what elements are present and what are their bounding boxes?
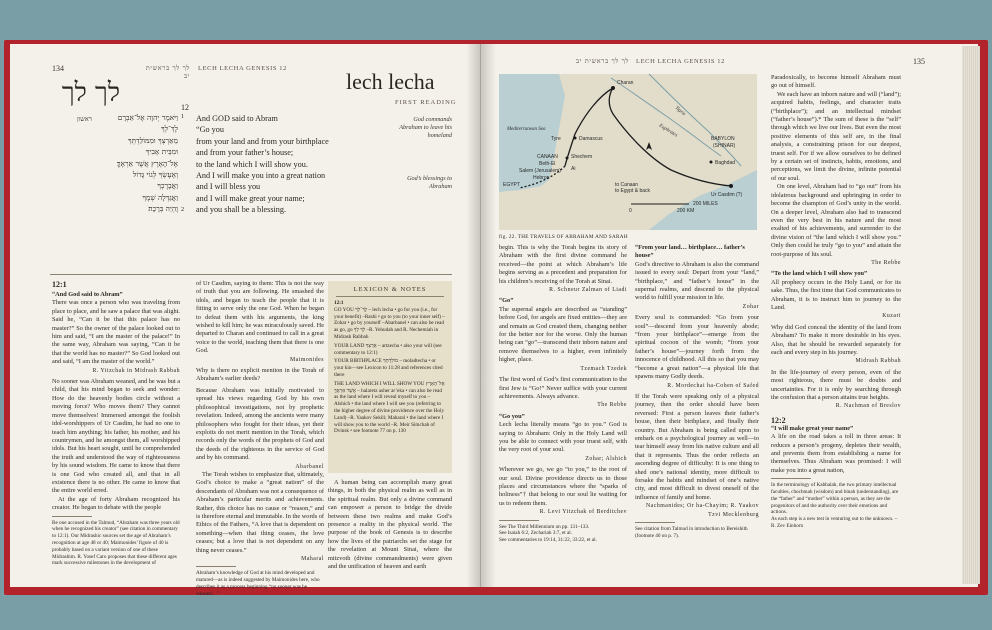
commentary-source: R. Nachman of Breslov: [835, 403, 901, 410]
map-scale-miles: 200 MILES: [693, 201, 718, 207]
hebrew-line: וַיֹּאמֶר יְהוָה אֶל־אַבְרָם: [117, 113, 178, 122]
commentary-ref: 12:1: [52, 280, 67, 289]
commentary-text: of Ur Casdim, saying to them: This is not the way of truth that you are following. He smashed the idols, and began to teach the people that it is fitting to serve only the one God. When he began to defeat them with his arguments, the king wished to kill him; he was miraculously saved. He departed to Charan and continued to call in a great voice to the world, teaching them that there is one God.: [196, 280, 324, 355]
center-text: A human being can accomplish many great things, in both the physical realm as well as in the spiritual realm. But only a divine command can empower a person to bridge the divide between these two realms and make God’s presence a reality in the physical world. The purpose of the book of Genesis is to describe how the lives of the patriarchs set the stage for the revelation at Mount Sinai, where the mitzvoth (divine commandments) were given and the unification of heaven and earth: [328, 479, 452, 571]
commentary-text: begin. This is why the Torah begins its story of Abraham with the first divine command he received—the point at which Abraham’s life begins serving as a precedent and preparation for his children’s receiving of the Torah at Sinai.: [499, 244, 627, 285]
map-label-shinar: (SHINAR): [713, 143, 736, 149]
verse-english: [196, 113, 376, 216]
commentary-text: The first word of God’s first communication to the first Jew is “Go!” Never suffice with your current achievements. Always advance.: [499, 376, 627, 400]
map-label-tyre: Tyre: [551, 136, 561, 142]
sidenote-homeland: God commands Abraham to leave his homeland: [399, 116, 452, 139]
lexicon-entry: YOUR BIRTHPLACE מוֹלַדְתְּךָ – moladtecha • or your kin—see Lexicon to 11:28 and references cited there: [334, 358, 443, 378]
commentary-heading: “To the land which I will show you”: [771, 270, 868, 278]
footnote: See citation from Talmud in introduction to Bereishith (footnote 40 on p. 7).: [635, 526, 748, 539]
commentary-heading: “I will make great your name”: [771, 424, 854, 432]
hebrew-line: וֶהְיֵה בְּרָכָה׃: [148, 204, 178, 214]
parasha-title-hebrew: לך לך: [61, 78, 120, 108]
commentary-source: Midrash Rabbah: [855, 358, 901, 365]
travel-map: [499, 74, 757, 230]
map-graphic: [499, 74, 757, 230]
footnote-rule: [635, 522, 675, 523]
map-label-ai: Ai: [571, 166, 576, 172]
commentary-text: We each have an inborn nature and will (“land”); acquired habits, feelings, and character traits (“birthplace”); and an intellectual mindset (“father’s house”).* The sum of these is the “self” through which we live our lives. But even the most positive elements of this self are, in the final analysis, a constraining prison for our deepest, truest self. For if we allow ourselves to be defined by a certain set of instincts, habits, emotions, and perceptions, we limit the divine, infinite potential of our soul.: [771, 90, 901, 182]
lexicon-ref: 12:1: [334, 300, 344, 306]
footnote: Be one accused in the Talmud, “Abraham was three years old when he recognized his creator” (see citation in commentary to 12:1). Our Midrashic sources set the age of Abraham’s recognition at age 48 or 40; Maimonides’ figure of 40 is probably based on a variant version of one of these Midrashim. R. Yosef Caro proposes that these different ages mark successive milestones in the development of: [52, 519, 180, 567]
commentary-column-1: [52, 280, 180, 580]
map-label-salem: Salem (Jerusalem): [519, 168, 561, 174]
footnote-rule: [196, 566, 236, 567]
center-column: [328, 479, 452, 579]
commentary-text: The supernal angels are described as “standing” before God, for angels are fixed entities—they are and remain as God created them, changing neither for the better nor for the worse. Only the human being can “go”—transcend their inborn nature and remove themselves to a higher, even infinitely higher, place.: [499, 305, 627, 364]
hebrew-line: לֶךְ־לְךָ: [160, 124, 178, 134]
running-head-hebrew-left: לך לך בראשית יב: [145, 64, 190, 80]
book-gutter: [466, 44, 496, 587]
commentary-source: Maimonides: [290, 356, 324, 363]
shechem-dot: [566, 157, 569, 160]
map-label-canaan: CANAAN: [537, 154, 558, 160]
commentary-text: The Torah wishes to emphasize that, ultimately, God’s choice to make a “great nation” of the descendants of Abraham was not a consequence of Abraham’s particular merits and achievements. Rather, this choice has no cause or “reason,” and is therefore eternal and immutable. In the words of Ethics of the Fathers, “A love that is dependent on something—when that thing ceases, the love ceases; but a love that is not dependent on any thing never ceases.”: [196, 470, 324, 554]
page-edges: [962, 46, 980, 584]
commentary-source: R. Yitzchak in Midrash Rabbah: [92, 367, 180, 374]
commentary-text: A life on the road takes a toll in three areas: It reduces a person’s progeny, depletes their wealth, and prevents them from establishing a name for themselves. Thus Abraham was promised: I will make you into a great nation,: [771, 433, 901, 474]
commentary-source: Zohar; Alshich: [585, 455, 627, 462]
commentary-text: If the Torah were speaking only of a physical journey, then the order should have been reversed: First a person leaves their father’s house, then their birthplace, and finally their country. But Abraham is being called upon to embark on a psychological journey as well—to tear himself away from his native culture and all that it represents. Thus the order reflects an ascending degree of difficulty: It is one thing to shed one’s national identity, more difficult to forsake the habits and mindset of one’s native city, and most difficult to divest oneself of the influence of family and home.: [635, 392, 759, 501]
divider-rule: [50, 274, 452, 275]
commentary-heading: “And God said to Abram”: [52, 291, 123, 298]
baghdad-dot: [710, 161, 713, 164]
commentary-source: Nachmanides; Or ha-Chayim; R. Yaakov Tzvi Mecklenburg: [646, 503, 759, 518]
rishon-hebrew: ראשון: [76, 115, 92, 123]
commentary-text: Wherever we go, we go “to you,” to the root of our soul. Divine providence directs us to those places and circumstances where the “sparks of holiness”† that belong to our soul lie waiting for us to redeem them.: [499, 466, 627, 507]
commentary-text: All prophecy occurs in the Holy Land, or for its sake. Thus, the first time that God communicates to Abraham, it is to instruct him to journey to the Land.: [771, 278, 901, 311]
lexicon-rule: [336, 296, 444, 297]
commentary-source: The Rebbe: [597, 402, 627, 409]
map-scale-zero: 0: [629, 208, 632, 214]
verse-line: “Go you: [196, 125, 224, 135]
verse-line: from your land and from your birthplace: [196, 136, 329, 146]
commentary-source: Zohar: [742, 303, 759, 310]
commentary-column-2: [196, 280, 324, 597]
hebrew-line: מֵאַרְצְךָ וּמִמּוֹלַדְתְּךָ: [128, 135, 178, 145]
commentary-text: Every soul is commanded: “Go from your soul”—descend from your heavenly abode; “from your birthplace”—emerge from the spiritual cocoon of the womb; “from your father’s house”—journey forth from the innocence of childhood. All this so that you may “become a great nation”—a physical life that spawns many Godly deeds.: [635, 314, 759, 381]
verse-number-2: 2: [181, 206, 185, 213]
right-page: [481, 44, 978, 587]
footnote: See The Third Millennium on pp. 131–133.: [499, 523, 590, 530]
map-label-to-canaan: to Canaan: [615, 182, 639, 188]
commentary-text: God’s directive to Abraham is also the command issued to every soul: Depart from your “land,” “birthplace,” and “father’s house” in the supernal realms, and descend to the physical world to fulfill your mission in life.: [635, 260, 759, 302]
commentary-heading: “From your land… birthplace… father’s house”: [635, 244, 745, 260]
map-label-baghdad: Baghdad: [715, 160, 736, 166]
damascus-dot: [574, 137, 577, 140]
commentary-text: Why is there no explicit mention in the Torah of Abraham’s earlier deeds?: [196, 367, 324, 383]
section-label: FIRST READING: [395, 99, 457, 106]
footnote: As each step is a new test in venturing out to the unknown. –R. Zev Einhorn: [771, 516, 898, 530]
page-number-right: 135: [913, 57, 925, 66]
commentary-source: R. Mordechai ha-Cohen of Safed: [667, 382, 759, 389]
commentary-source: Tzemach Tzedek: [580, 365, 627, 372]
footnote: In the terminology of Kabbalah, the two primary intellectual faculties, chochmah (wisdom) and binah (understanding), are the “father” and “mother” within a person, as they are the progenitors of and the authority over their emotions and actions.: [771, 482, 899, 516]
map-label-ur: Ur Casdim (?): [711, 192, 743, 198]
map-caption: fig. 22. THE TRAVELS OF ABRAHAM AND SARAH: [499, 234, 628, 240]
map-label-to-egypt: to Egypt & back: [615, 188, 651, 194]
map-label-sea: Mediterranean Sea: [507, 127, 546, 132]
commentary-text: Why did God conceal the identity of the land from Abraham? To make it more desirable in his eyes. Also, that he should be rewarded separately for each and every step in his journey.: [771, 323, 901, 356]
map-label-babylon: BABYLON: [711, 136, 735, 142]
commentary-text: In the life-journey of every person, even of the most righteous, there must be doubts and uncertainties. For it is only by searching through the confusion that a person attains true heights.: [771, 368, 901, 402]
commentary-text: Paradoxically, to become himself Abraham must go out of himself.: [771, 74, 901, 90]
right-column-2: [635, 244, 759, 579]
commentary-text: Lech lecha literally means “go to you.” God is saying to Abraham: Only in the Holy Land will you be able to connect with your truest self, with the very root of your soul.: [499, 421, 627, 454]
ur-dot: [729, 184, 733, 188]
commentary-source: R. Levi Yitzchak of Berditchev: [539, 509, 627, 516]
hebrew-line: וּמִבֵּית אָבִיךָ: [145, 147, 178, 157]
map-label-hebron: Hebron: [533, 175, 550, 181]
map-label-tigris: Tigris: [673, 105, 686, 118]
lexicon-box: [328, 281, 452, 473]
lexicon-entry: THE LAND WHICH I WILL SHOW YOU אֶל־הָאָרֶץ אֲשֶׁר אַרְאֶךָּ – halaretz asher ar’eka • can also be read as the land where I will reveal myself to you –Alshich • the land where I will see you (referring to the higher degree of divine providence over the Holy Land) –R. Yaakov Sekili; Maharal • the land where I will show you to the world –R. Meir Simchah of Dvinsk • see footnote 77 on p. 130: [334, 380, 445, 435]
lexicon-entry: GO YOU לֶךְ־לְךָ – lech lecha • go for you (i.e., for your benefit) –Rashi • go to you (to your inner self) –Zohar • go by yourself –Abarbanel • can also be read as go, go לֵךְ לֵךְ –R. Yehudah and R. Nechemiah in Midrash Rabbah: [334, 306, 445, 340]
left-page: [10, 44, 481, 597]
footnote-rule: [499, 520, 539, 521]
right-column-1: [499, 244, 627, 579]
commentary-source: R. Schneur Zalman of Liadi: [549, 287, 627, 294]
hebrew-line: אֶל־הָאָרֶץ אֲשֶׁר אַרְאֶךָּ׃: [116, 158, 178, 168]
verse-line: And GOD said to Abram: [196, 114, 278, 123]
commentary-text: There was once a person who was traveling from place to place, and he saw a palace that was alight. Said he, “Can it be that this palace has no master?” So the owner of the palace looked out to him and said, “I am the master of the palace!” In the same way, Abraham was saying, “Can it be that the world has no master?” So God looked out and said, “I am the master of the world.”: [52, 299, 180, 366]
map-scale-km: 200 KM: [677, 208, 695, 214]
verse-line: to the land which I will show you.: [196, 159, 308, 169]
footnote-rule: [771, 478, 811, 479]
map-label-euphrates: Euphrates: [657, 123, 679, 139]
parasha-title: lech lecha: [346, 69, 435, 94]
commentary-text: At the age of forty Abraham recognized his creator. He began to debate with the people: [52, 495, 180, 512]
verse-line: and from your father’s house;: [196, 148, 294, 158]
map-label-bethel: Beth-El: [539, 161, 556, 167]
charan-dot: [611, 86, 615, 90]
commentary-text: Because Abraham was initially motivated to spread his views regarding God by his own philosophical investigations, not by prophetic revelation. Indeed, among the ancients were many philosophers who fought for their ideas, yet their exploits do not merit mention in the Torah, which records only the words of the prophets of God and the deeds of the righteous in the service of God and by his command.: [196, 386, 324, 462]
hebrew-line: וְאֶעֶשְׂךָ לְגוֹי גָּדוֹל: [132, 170, 178, 180]
running-head-hebrew-right: לך לך בראשית יב: [576, 57, 629, 65]
commentary-heading: “Go”: [499, 297, 514, 305]
verse-number-1: 1: [181, 113, 185, 120]
hebrew-line: וַאֲבָרֶכְךָ: [157, 181, 178, 191]
verse-hebrew: [98, 112, 178, 215]
page-number-left: 134: [52, 64, 64, 73]
commentary-text: No sooner was Abraham weaned, and he was but a child, that his mind began to seek and wonder: How do the heavenly bodies circle without a moving force? Who moves them? They cannot move themselves! Immersed amongst the foolish idol-worshippers of Ur Casdim, he had no one to teach him anything; his father, his mother, and his countrymen, and he amongst them, all worshipped idols. But his heart sought, until he comprehended the truth and understood the way of righteousness by his sound wisdom. He came to know that there is one God who created all, and that in all existence there is no other. He came to know that the entire world erred.: [52, 378, 180, 495]
footnote: Abraham’s knowledge of God at his mind developed and matured—as is indeed suggested by Maimonides here, who describes it as a process beginning “no sooner was he weaned…”: [196, 570, 320, 597]
commentary-text: On one level, Abraham had to “go out” from his idolatrous background and upbringing in order to become the champion of God’s unity in the world. On a deeper level, Abraham also had to transcend even the very best in his nature and the most exalted of his achievements, and surrender to the divine vision of “the land which I will show you.” Only then could he truly “go to you” and attain the root-purpose of his soul.: [771, 183, 901, 258]
verse-line: and I will bless you: [196, 182, 261, 192]
commentary-heading: “Go you”: [499, 412, 525, 420]
map-label-shechem: Shechem: [571, 154, 593, 160]
verse-line: and I will make great your name;: [196, 193, 305, 203]
chapter-number: 12: [181, 103, 189, 112]
verse-line: And I will make you into a great nation: [196, 171, 326, 181]
map-label-egypt: EGYPT: [503, 182, 520, 188]
right-column-3: [771, 74, 901, 579]
commentary-ref: 12:2: [771, 415, 786, 425]
running-head-left: LECH LECHA GENESIS 12: [198, 65, 287, 72]
commentary-source: Kuzari: [882, 313, 901, 320]
commentary-source: Abarbanel: [295, 463, 324, 470]
footnote-rule: [52, 516, 92, 517]
running-head-right: LECH LECHA GENESIS 12: [636, 58, 725, 65]
map-label-charan: Charan: [617, 80, 634, 86]
footnote: See commentaries to 19:14, 31:22, 33:22, et al.: [499, 537, 597, 544]
footnote: See Isaiah 6:2, Zechariah 3:7, et al.: [499, 530, 573, 537]
lexicon-title: LEXICON & NOTES: [353, 286, 427, 293]
map-label-damascus: Damascus: [579, 136, 603, 142]
verse-line: and you shall be a blessing.: [196, 205, 287, 215]
commentary-source: Maharal: [301, 556, 324, 562]
commentary-source: The Rebbe: [871, 259, 901, 266]
hebrew-line: וַאֲגַדְּלָה שְׁמֶךָ: [142, 192, 178, 202]
sidenote-blessings: God’s blessings to Abraham: [407, 175, 452, 190]
lexicon-entry: YOUR LAND אַרְצְךָ – artzecha • also your will (see commentary to 12:1): [334, 342, 442, 356]
